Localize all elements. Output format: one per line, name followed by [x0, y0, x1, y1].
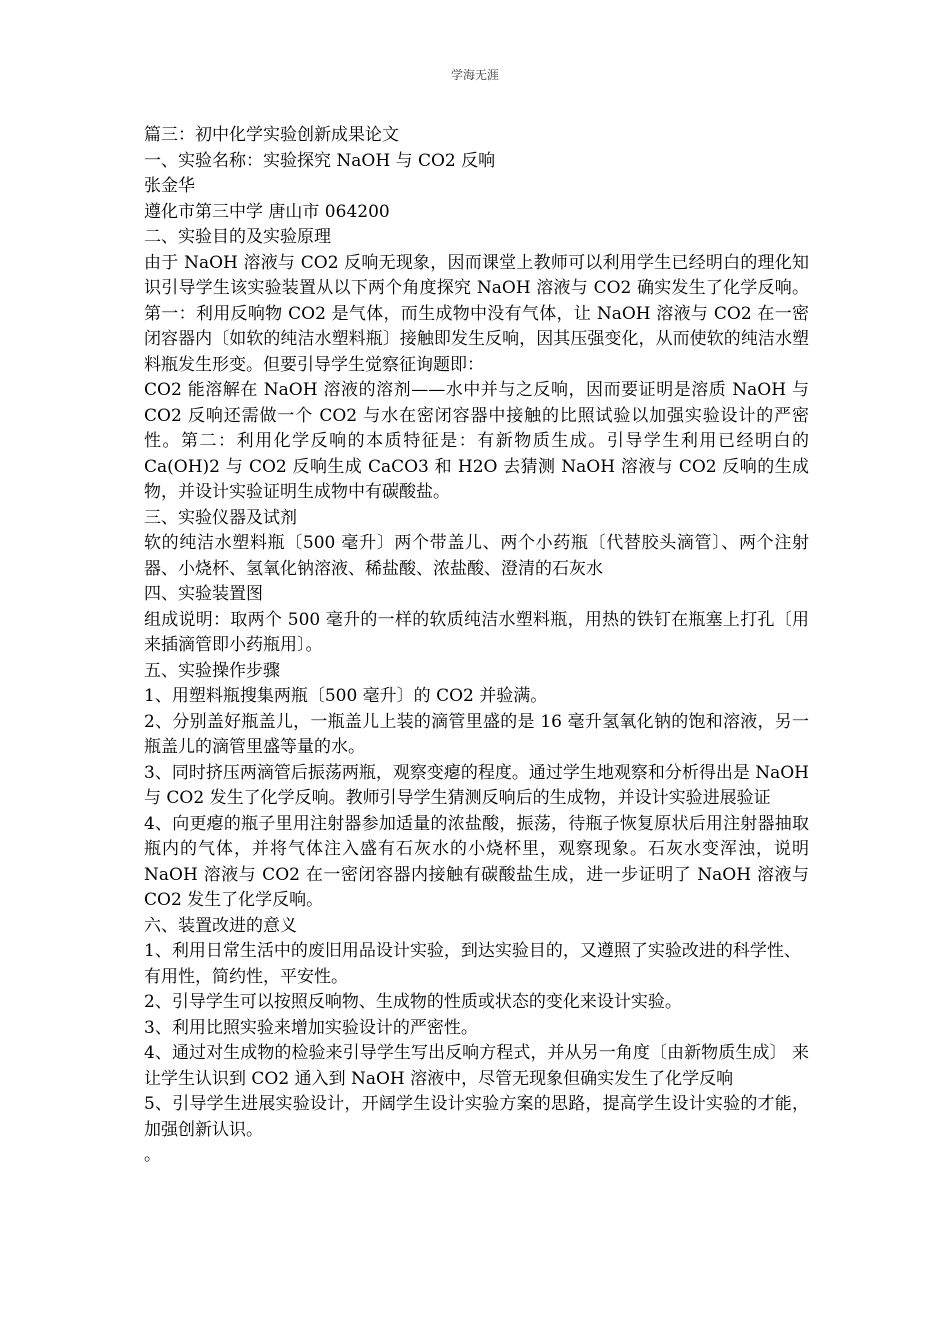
section-heading-purpose: 二、实验目的及实验原理 [144, 227, 331, 247]
article-title: 篇三：初中化学实验创新成果论文 [144, 125, 399, 145]
section-heading-steps: 五、实验操作步骤 [144, 660, 280, 681]
paragraph-purpose-1: 由于 NaOH 溶液与 CO2 反响无现象，因而课堂上教师可以利用学生已经明白的理化知识引导学生该实验装置从以下两个角度探究 NaOH 溶液与 CO2 确实发生了化学反响。第一：利用反响物 CO2 是气体，而生成物中没有气体，让 NaOH 溶液与 CO2 在一密闭容器内〔如软的纯洁水塑料瓶〕接触即发生反响，因其压强变化，从而使软的纯洁水塑料瓶发生形变。但要引导学生觉察征询题即： [144, 252, 809, 375]
document-body [144, 123, 809, 1169]
significance-item-3: 3、利用比照实验来增加实验设计的严密性。 [144, 1017, 478, 1038]
significance-item-2: 2、引导学生可以按照反响物、生成物的性质或状态的变化来设计实验。 [144, 992, 682, 1012]
author-name: 张金华 [144, 176, 195, 196]
step-1: 1、用塑料瓶搜集两瓶〔500 毫升〕的 CO2 并验满。 [144, 686, 548, 706]
section-heading-significance: 六、装置改进的意义 [144, 915, 297, 936]
significance-item-1-continued: 有用性，简约性，平安性。 [144, 966, 348, 987]
paragraph-apparatus: 组成说明：取两个 500 毫升的一样的软质纯洁水塑料瓶，用热的铁钉在瓶塞上打孔〔用来插滴管即小药瓶用〕。 [144, 609, 809, 655]
paragraph-equipment: 软的纯洁水塑料瓶〔500 毫升〕两个带盖儿、两个小药瓶〔代替胶头滴管〕、两个注射器、小烧杯、氢氧化钠溶液、稀盐酸、浓盐酸、澄清的石灰水 [144, 533, 809, 579]
step-2: 2、分别盖好瓶盖儿，一瓶盖儿上装的滴管里盛的是 16 毫升氢氧化钠的饱和溶液，另一瓶盖儿的滴管里盛等量的水。 [144, 711, 809, 757]
experiment-name: 一、实验名称：实验探究 NaOH 与 CO2 反响 [144, 150, 496, 171]
author-affiliation: 遵化市第三中学 唐山市 064200 [144, 201, 390, 222]
section-heading-apparatus: 四、实验装置图 [144, 584, 263, 604]
page-header: 学海无涯 [450, 68, 499, 82]
significance-item-5: 5、引导学生进展实验设计，开阔学生设计实验方案的思路，提高学生设计实验的才能， 加强创新认识。 [144, 1094, 809, 1140]
significance-item-4: 4、通过对生成物的检验来引导学生写出反响方程式，并从另一角度〔由新物质生成〕 来让学生认识到 CO2 通入到 NaOH 溶液中，尽管无现象但确实发生了化学反响 [144, 1043, 809, 1089]
section-heading-equipment: 三、实验仪器及试剂 [144, 507, 297, 528]
step-4: 4、向更瘪的瓶子里用注射器参加适量的浓盐酸，振荡，待瓶子恢复原状后用注射器抽取瓶内的气体，并将气体注入盛有石灰水的小烧杯里，观察现象。石灰水变浑浊，说明 NaOH 溶液与 CO2 在一密闭容器内接触有碳酸盐生成，进一步证明了 NaOH 溶液与 CO2 发生了化学反响。 [144, 813, 809, 910]
end-mark: 。 [144, 1145, 161, 1165]
step-3: 3、同时挤压两滴管后振荡两瓶，观察变瘪的程度。通过学生地观察和分析得出是 NaOH 与 CO2 发生了化学反响。教师引导学生猜测反响后的生成物，并设计实验进展验证 [144, 762, 809, 808]
significance-item-1: 1、利用日常生活中的废旧用品设计实验，到达实验目的，又遵照了实验改进的科学性、 [144, 941, 801, 961]
paragraph-purpose-2: CO2 能溶解在 NaOH 溶液的溶剂——水中并与之反响，因而要证明是溶质 NaOH 与 CO2 反响还需做一个 CO2 与水在密闭容器中接触的比照试验以加强实验设计的严密性。第二：利用化学反响的本质特征是：有新物质生成。引导学生利用已经明白的 Ca(OH)2 与 CO2 反响生成 CaCO3 和 H2O 去猜测 NaOH 溶液与 CO2 反响的生成物，并设计实验证明生成物中有碳酸盐。 [144, 380, 809, 502]
